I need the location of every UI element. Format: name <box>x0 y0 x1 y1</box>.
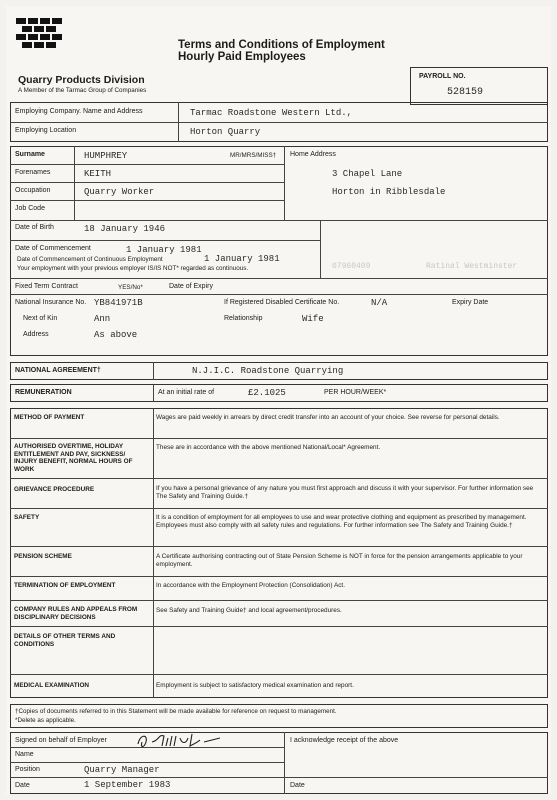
method-of-payment-text: Wages are paid weekly in arrears by direct credit transfer into an account of your choice. See reverse for personal details. <box>156 414 500 421</box>
company-name-label: Employing Company. Name and Address <box>15 108 143 115</box>
company-rules-label: COMPANY RULES AND APPEALS FROM DISCIPLINARY DECISIONS <box>14 606 138 621</box>
termination-label: TERMINATION OF EMPLOYMENT <box>14 582 116 589</box>
name-label: Name <box>15 751 34 758</box>
home-address-label: Home Address <box>290 151 336 158</box>
forenames-value: KEITH <box>84 169 112 179</box>
medical-text: Employment is subject to satisfactory medical examination and report. <box>156 682 354 689</box>
date-label: Date <box>15 782 30 789</box>
signed-label: Signed on behalf of Employer <box>15 737 107 744</box>
company-rules-text: See Safety and Training Guide† and local agreement/procedures. <box>156 607 342 614</box>
address-line-2: Horton in Ribblesdale <box>332 187 446 197</box>
date-label-right: Date <box>290 782 305 789</box>
form-subtitle: Hourly Paid Employees <box>178 51 306 63</box>
position-value: Quarry Manager <box>84 765 160 775</box>
footnote-2: *Delete as applicable. <box>15 717 76 724</box>
payroll-box <box>410 67 548 105</box>
relationship-label: Relationship <box>224 315 263 322</box>
remuneration-label: REMUNERATION <box>15 389 72 396</box>
kin-address-value: As above <box>94 330 138 340</box>
dob-value: 18 January 1946 <box>84 224 166 234</box>
employer-signature-icon <box>134 730 230 752</box>
surname-value: HUMPHREY <box>84 151 128 161</box>
disabled-label: If Registered Disabled Certificate No. <box>224 299 340 306</box>
dob-label: Date of Birth <box>15 224 54 231</box>
expiry-date-label: Expiry Date <box>452 299 489 306</box>
safety-label: SAFETY <box>14 514 40 521</box>
occupation-label: Occupation <box>15 187 51 194</box>
safety-text: It is a condition of employment for all employees to use and wear protective clothing and equipment as prescribed by management. Employees must also comply with all safety rules and regulations. For further information see The Safety and Training Guide.† <box>156 514 527 529</box>
fixed-term-value: YES/No* <box>118 284 143 291</box>
acknowledge-label: I acknowledge receipt of the above <box>290 737 399 744</box>
pension-label: PENSION SCHEME <box>14 553 72 560</box>
forenames-label: Forenames <box>15 169 51 176</box>
commencement-value: 1 January 1981 <box>126 245 202 255</box>
footnote-1: †Copies of documents referred to in this Statement will be made available for reference on request to management. <box>15 708 337 715</box>
relationship-value: Wife <box>302 314 324 324</box>
location-value: Horton Quarry <box>190 127 261 137</box>
method-of-payment-label: METHOD OF PAYMENT <box>14 414 85 421</box>
national-agreement-value: N.J.I.C. Roadstone Quarrying <box>192 366 344 376</box>
next-of-kin-value: Ann <box>94 314 111 324</box>
address-line-1: 3 Chapel Lane <box>332 169 403 179</box>
company-name-value: Tarmac Roadstone Western Ltd., <box>190 108 353 118</box>
previous-employer-label: Your employment with your previous employer IS/IS NOT* regarded as continuous. <box>17 265 249 272</box>
division-name: Quarry Products Division <box>18 74 145 86</box>
ni-label: National Insurance No. <box>15 299 87 306</box>
position-label: Position <box>15 766 40 773</box>
grievance-label: GRIEVANCE PROCEDURE <box>14 486 95 493</box>
commencement-label: Date of Commencement <box>15 245 91 252</box>
per-hour-label: PER HOUR/WEEK* <box>324 389 387 396</box>
medical-label: MEDICAL EXAMINATION <box>14 682 90 689</box>
occupation-value: Quarry Worker <box>84 187 155 197</box>
overtime-holiday-text: These are in accordance with the above mentioned National/Local* Agreement. <box>156 444 381 451</box>
location-label: Employing Location <box>15 127 77 134</box>
payroll-value: 528159 <box>447 87 484 98</box>
grievance-text: If you have a personal grievance of any nature you must first approach and discuss it with your supervisor. For further information see The Safety and Training Guide.† <box>156 485 534 500</box>
expiry-label: Date of Expiry <box>169 283 213 290</box>
job-code-label: Job Code <box>15 205 45 212</box>
termination-text: In accordance with the Employment Protection (Consolidation) Act. <box>156 582 345 589</box>
employment-terms-form <box>6 6 551 794</box>
pension-text: A Certificate authorising contracting out of State Pension Scheme is NOT in force for the pension arrangements applicable to your employment. <box>156 553 523 568</box>
date-value: 1 September 1983 <box>84 780 171 790</box>
fixed-term-label: Fixed Term Contract <box>15 283 78 290</box>
tarmac-logo-icon <box>16 18 62 54</box>
continuous-label: Date of Commencement of Continuous Employment <box>17 256 163 263</box>
form-title: Terms and Conditions of Employment <box>178 39 385 51</box>
next-of-kin-label: Next of Kin <box>23 315 58 322</box>
disabled-value: N/A <box>371 298 388 308</box>
kin-address-label: Address <box>23 331 49 338</box>
group-member-text: A Member of the Tarmac Group of Companies <box>18 87 147 94</box>
overtime-holiday-label: AUTHORISED OVERTIME, HOLIDAY ENTITLEMENT AND PAY, SICKNESS/ INJURY BENEFIT, NORMAL HOURS OF WORK <box>14 443 133 473</box>
ni-value: YB841971B <box>94 298 143 308</box>
other-terms-label: DETAILS OF OTHER TERMS AND CONDITIONS <box>14 633 116 648</box>
continuous-value: 1 January 1981 <box>204 254 280 264</box>
national-agreement-label: NATIONAL AGREEMENT† <box>15 367 101 374</box>
show-through-text-2: Ratinal Westminster <box>426 262 518 271</box>
rate-value: £2.1025 <box>248 388 286 398</box>
payroll-label: PAYROLL NO. <box>419 73 466 80</box>
title-label: MR/MRS/MISS† <box>230 152 277 159</box>
rate-label: At an initial rate of <box>158 389 215 396</box>
surname-label: Surname <box>15 151 45 158</box>
show-through-text-1: 07960409 <box>332 262 371 271</box>
